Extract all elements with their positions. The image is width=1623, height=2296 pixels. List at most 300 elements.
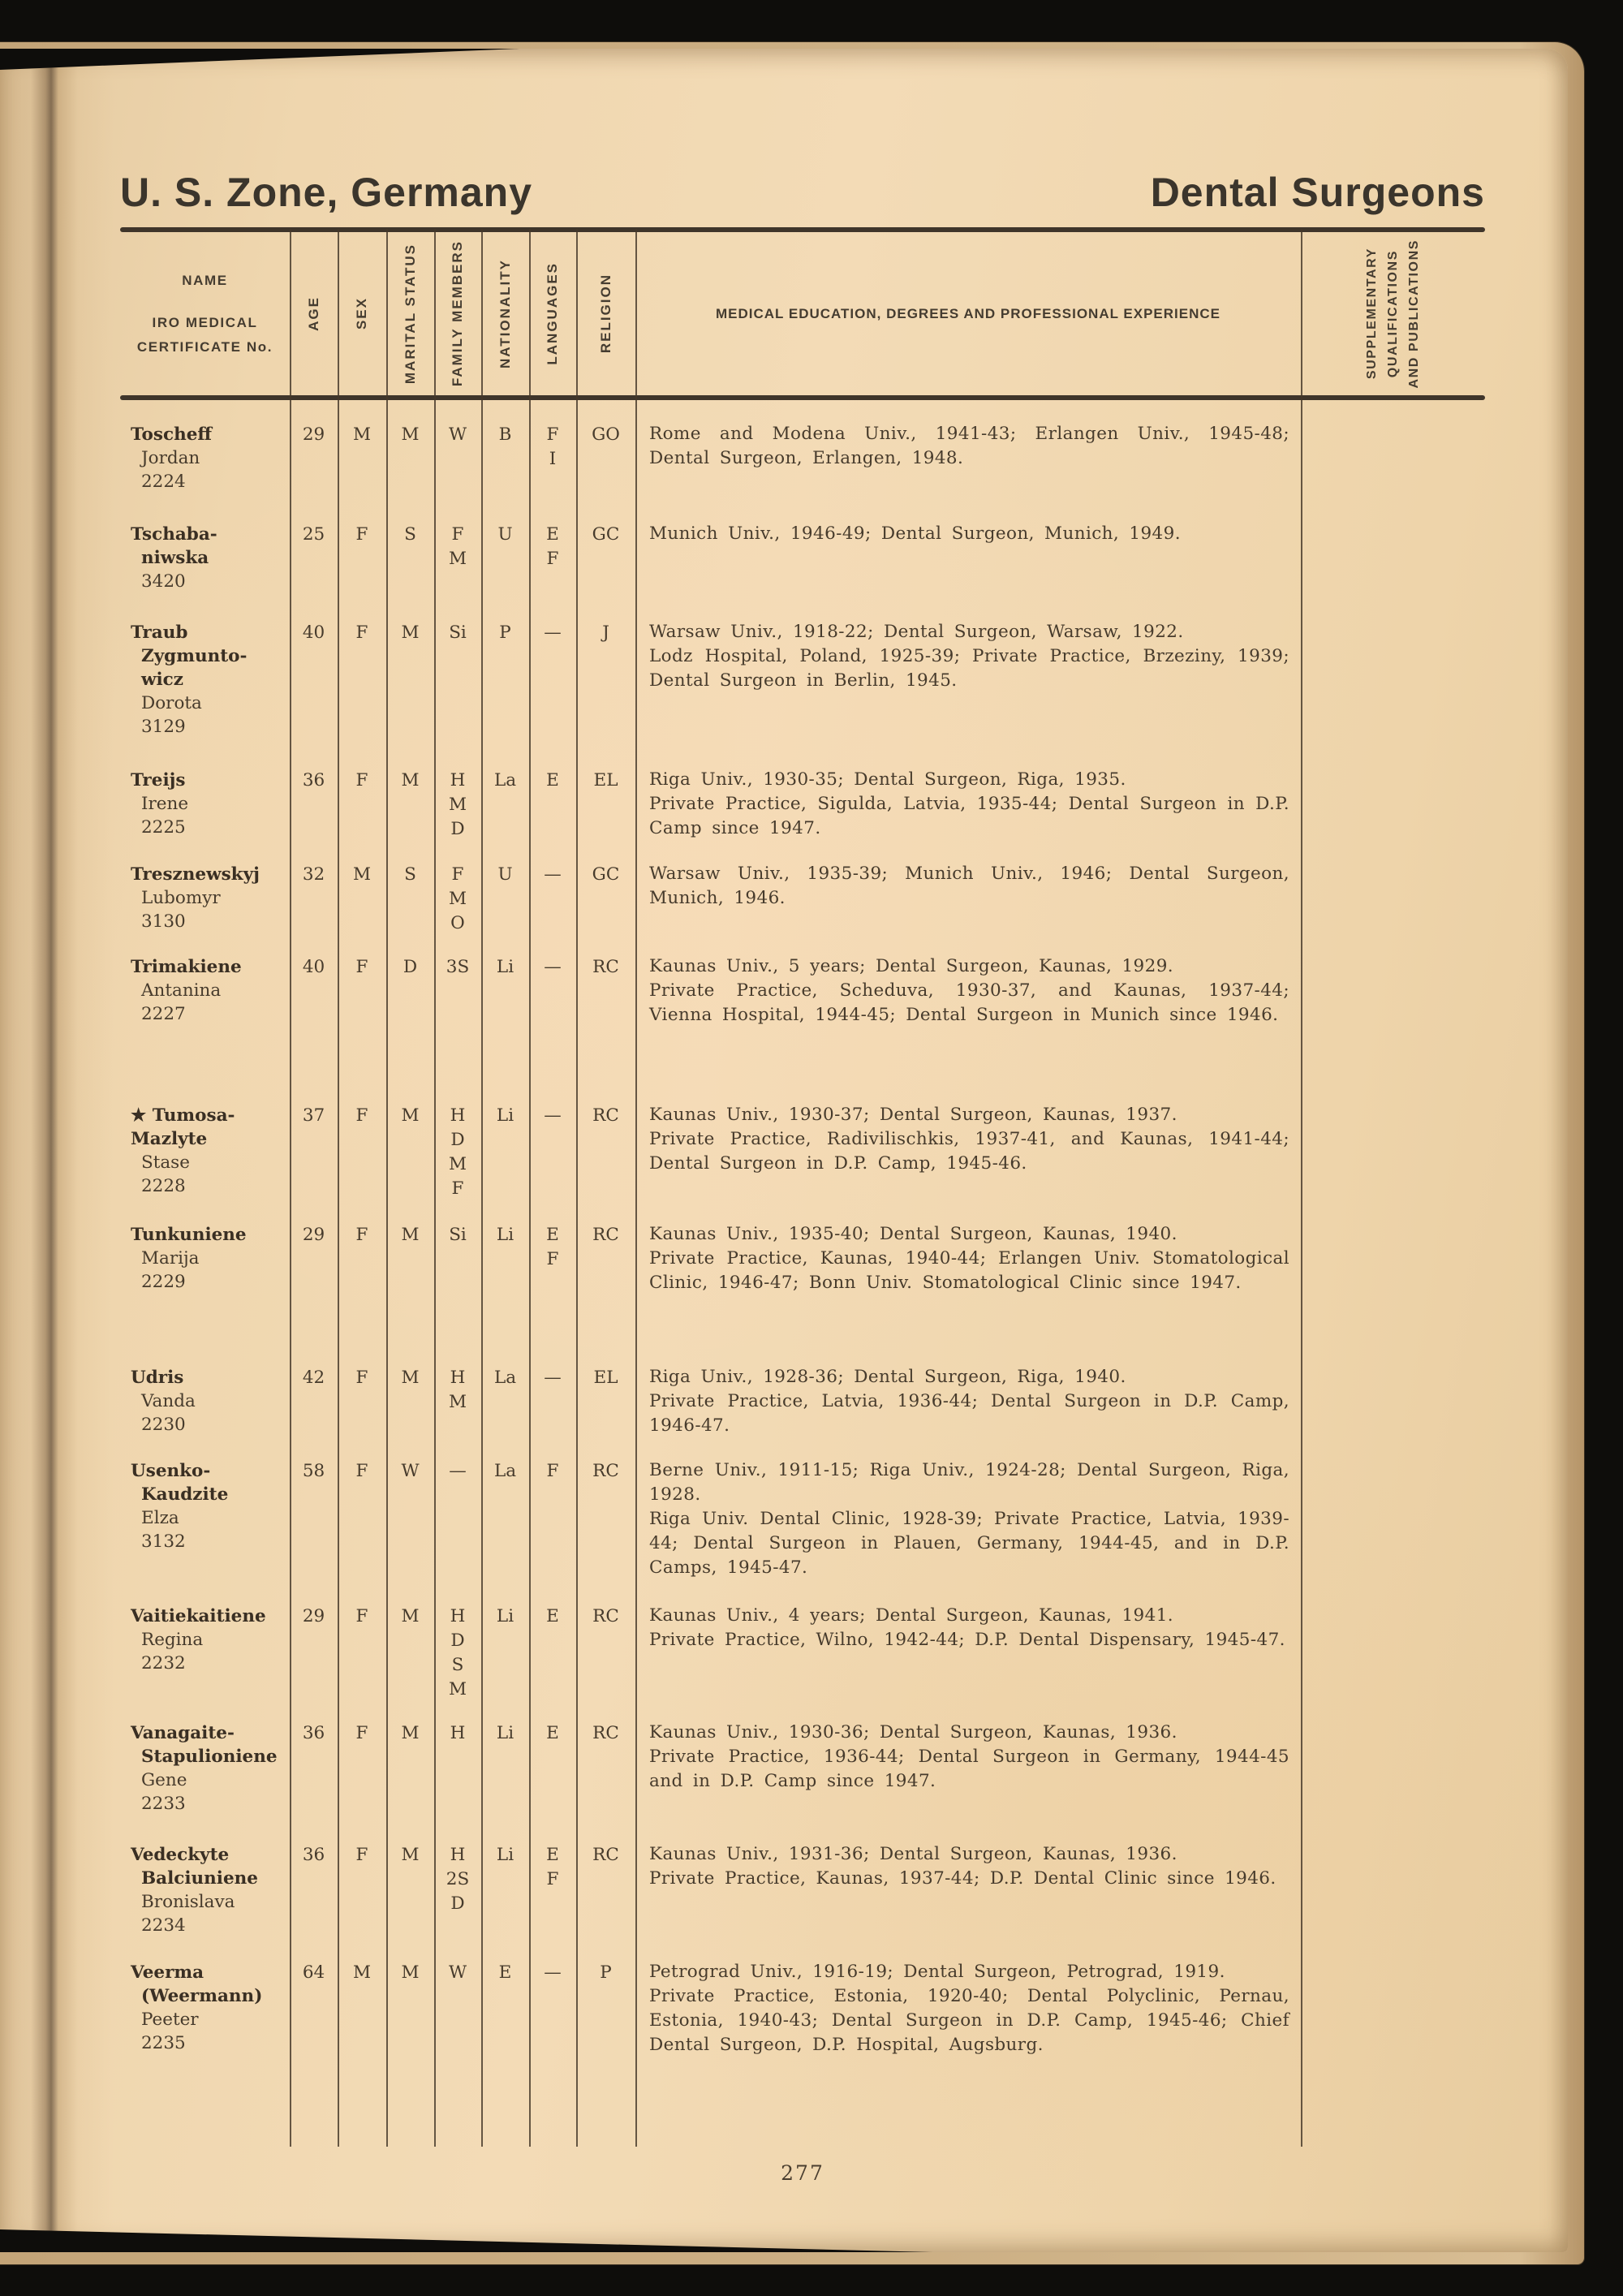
age-cell [290, 1960, 338, 1985]
nationality-cell-line: Li [496, 1105, 514, 1126]
sex-cell [338, 522, 386, 547]
family-members-cell-line: F [451, 864, 464, 885]
languages-cell [529, 1842, 576, 1892]
religion-cell [576, 1103, 635, 1128]
family-members-cell [434, 422, 481, 447]
name-line: Elza [141, 1508, 179, 1528]
name-line: Udris [131, 1368, 184, 1388]
nationality-cell-line: Li [496, 1225, 514, 1245]
languages-cell [529, 1458, 576, 1484]
education-cell [635, 620, 1301, 693]
name-line: Jordan [141, 448, 200, 468]
nationality-cell [481, 1103, 529, 1128]
religion-cell-line: RC [592, 1723, 619, 1743]
name-cell [120, 1842, 290, 1937]
sex-cell-line: F [355, 1105, 368, 1126]
family-members-cell-line: W [448, 424, 467, 445]
column-header-nationality: NATIONALITY [497, 258, 513, 368]
sex-cell-line: F [355, 1225, 368, 1245]
name-line: Antanina [141, 980, 222, 1001]
marital-status-cell [386, 522, 434, 547]
family-members-cell-line: D [450, 819, 465, 839]
name-line: Toscheff [131, 424, 213, 445]
name-line: Marija [141, 1248, 200, 1269]
name-line: wicz [141, 670, 183, 690]
name-line: Treijs [131, 770, 186, 790]
languages-cell-line: E [546, 1225, 559, 1245]
age-cell [290, 862, 338, 887]
family-members-cell-line: H [450, 1105, 466, 1126]
name-line: Regina [141, 1630, 204, 1650]
family-members-cell-line: M [448, 889, 467, 909]
languages-cell-line: E [546, 524, 559, 545]
table-row [120, 1721, 1485, 1842]
page-bottom-edge-shadow [0, 2229, 933, 2252]
nationality-cell-line: E [498, 1962, 512, 1983]
education-paragraph: Private Practice, Kaunas, 1937-44; D.P. Dental Clinic since 1946. [649, 1868, 1276, 1889]
supplementary-cell [1301, 1960, 1485, 1961]
supplementary-cell [1301, 522, 1485, 523]
family-members-cell [434, 1604, 481, 1702]
family-members-cell [434, 768, 481, 842]
education-cell [635, 1103, 1301, 1176]
nationality-cell-line: Li [496, 1723, 514, 1743]
marital-status-cell-line: M [401, 1105, 420, 1126]
marital-status-cell-line: M [401, 1845, 420, 1865]
supplementary-cell [1301, 620, 1485, 621]
family-members-cell [434, 522, 481, 571]
nationality-cell [481, 1960, 529, 1985]
family-members-cell-line: D [450, 1893, 465, 1914]
name-line: 3129 [141, 717, 186, 737]
page-header [120, 169, 1485, 216]
name-line: Tresznewskyj [131, 864, 260, 885]
sex-cell-line: F [355, 524, 368, 545]
education-paragraph: Private Practice, Scheduva, 1930-37, and Kaunas, 1937-44; Vienna Hospital, 1944-45; Dental Surgeon in Munich since 1946. [649, 980, 1289, 1025]
nationality-cell [481, 1604, 529, 1629]
name-line: 2228 [141, 1176, 186, 1196]
languages-cell-line: F [546, 1869, 559, 1889]
page-number: 277 [781, 2161, 824, 2185]
family-members-cell-line: H [450, 1723, 466, 1743]
nationality-cell-line: Li [496, 1845, 514, 1865]
religion-cell [576, 1842, 635, 1867]
religion-cell-line: GC [592, 864, 620, 885]
age-cell-line: 25 [302, 524, 325, 545]
family-members-cell-line: H [450, 1368, 466, 1388]
religion-cell [576, 1222, 635, 1247]
nationality-cell [481, 1458, 529, 1484]
age-cell-line: 42 [302, 1368, 325, 1388]
name-line: Stapulioniene [141, 1747, 278, 1767]
religion-cell-line: RC [592, 957, 619, 977]
sex-cell [338, 862, 386, 887]
page-top-edge-shadow [0, 49, 519, 70]
column-header-marital-status: MARITAL STATUS [402, 243, 418, 385]
marital-status-cell [386, 620, 434, 645]
languages-cell [529, 1960, 576, 1985]
name-line: 2235 [141, 2033, 186, 2053]
name-cell [120, 1458, 290, 1553]
languages-cell-line: E [546, 1845, 559, 1865]
table-row [120, 1604, 1485, 1721]
education-paragraph: Kaunas Univ., 1930-36; Dental Surgeon, Kaunas, 1936. [649, 1722, 1177, 1742]
family-members-cell [434, 954, 481, 980]
nationality-cell [481, 862, 529, 887]
name-cell [120, 422, 290, 493]
name-line: 2224 [141, 472, 186, 492]
sex-cell [338, 1721, 386, 1746]
age-cell [290, 1721, 338, 1746]
family-members-cell-line: — [449, 1461, 467, 1481]
age-cell-line: 64 [302, 1962, 325, 1983]
education-cell [635, 1960, 1301, 2057]
column-header-family-members: FAMILY MEMBERS [450, 240, 465, 387]
sex-cell-line: F [355, 1461, 368, 1481]
languages-cell-line: F [546, 1461, 559, 1481]
education-cell [635, 1842, 1301, 1891]
family-members-cell-line: M [448, 1392, 467, 1412]
nationality-cell-line: La [493, 1368, 517, 1388]
education-cell [635, 1604, 1301, 1652]
languages-cell [529, 768, 576, 793]
education-cell [635, 1222, 1301, 1295]
religion-cell [576, 522, 635, 547]
name-line: Lubomyr [141, 888, 221, 908]
name-line: 2225 [141, 817, 186, 838]
nationality-cell-line: La [493, 770, 517, 790]
marital-status-cell-line: M [401, 770, 420, 790]
marital-status-cell-line: M [401, 1962, 420, 1983]
education-paragraph: Riga Univ. Dental Clinic, 1928-39; Private Practice, Latvia, 1939-44; Dental Surgeon in Plauen, Germany, 1944-45, and in D.P. Camps, 1945-47. [649, 1509, 1289, 1578]
education-paragraph: Riga Univ., 1930-35; Dental Surgeon, Riga, 1935. [649, 769, 1126, 790]
sex-cell-line: F [355, 1368, 368, 1388]
languages-cell [529, 862, 576, 887]
table-row [120, 1842, 1485, 1960]
age-cell-line: 36 [302, 1723, 325, 1743]
languages-cell-line: — [544, 957, 562, 977]
nationality-cell-line: Li [496, 1606, 514, 1626]
family-members-cell-line: S [451, 1655, 464, 1675]
table-row [120, 522, 1485, 620]
age-cell-line: 29 [302, 424, 325, 445]
column-header-education: MEDICAL EDUCATION, DEGREES AND PROFESSIONAL EXPERIENCE [716, 305, 1220, 321]
sex-cell [338, 422, 386, 447]
age-cell-line: 58 [302, 1461, 325, 1481]
book-page [0, 49, 1568, 2252]
education-cell [635, 954, 1301, 1027]
name-line: Irene [141, 794, 189, 814]
languages-cell-line: F [546, 424, 559, 445]
name-cell [120, 1222, 290, 1294]
education-paragraph: Petrograd Univ., 1916-19; Dental Surgeon, Petrograd, 1919. [649, 1962, 1225, 1982]
sex-cell [338, 620, 386, 645]
supplementary-cell [1301, 1222, 1485, 1223]
name-line: Vedeckyte [131, 1845, 230, 1865]
family-members-cell [434, 862, 481, 936]
languages-cell-line: I [549, 449, 557, 469]
column-header-supplementary: SUPPLEMENTARY QUALIFICATIONS AND PUBLICATIONS [1364, 239, 1421, 389]
religion-cell [576, 422, 635, 447]
page-gutter-shadow [0, 49, 114, 2252]
name-line: Kaudzite [141, 1484, 229, 1505]
family-members-cell-line: D [450, 1630, 465, 1651]
family-members-cell-line: H [450, 1845, 466, 1865]
education-paragraph: Warsaw Univ., 1935-39; Munich Univ., 1946; Dental Surgeon, Munich, 1946. [649, 864, 1289, 908]
family-members-cell-line: Si [449, 1225, 467, 1245]
religion-cell [576, 768, 635, 793]
religion-cell-line: EL [593, 1368, 618, 1388]
name-line: Vanda [141, 1391, 196, 1411]
education-cell [635, 1365, 1301, 1438]
religion-cell-line: RC [592, 1225, 619, 1245]
languages-cell [529, 1222, 576, 1272]
name-line: Vaitiekaitiene [131, 1606, 266, 1626]
sex-cell-line: M [352, 1962, 371, 1983]
education-cell [635, 422, 1301, 471]
name-cell [120, 522, 290, 593]
family-members-cell-line: 3S [446, 957, 470, 977]
marital-status-cell-line: M [401, 622, 420, 643]
languages-cell [529, 522, 576, 571]
religion-cell-line: RC [592, 1105, 619, 1126]
languages-cell [529, 620, 576, 645]
supplementary-cell [1301, 862, 1485, 863]
name-line: 2230 [141, 1415, 186, 1435]
sex-cell-line: F [355, 1845, 368, 1865]
education-paragraph: Private Practice, Wilno, 1942-44; D.P. Dental Dispensary, 1945-47. [649, 1630, 1285, 1650]
education-paragraph: Kaunas Univ., 1931-36; Dental Surgeon, Kaunas, 1936. [649, 1844, 1177, 1864]
languages-cell-line: F [546, 1249, 559, 1269]
religion-cell-line: J [602, 622, 609, 643]
marital-status-cell [386, 862, 434, 887]
table-row [120, 620, 1485, 768]
age-cell-line: 40 [302, 622, 325, 643]
languages-cell-line: E [546, 770, 559, 790]
sex-cell [338, 1103, 386, 1128]
family-members-cell [434, 1721, 481, 1746]
family-members-cell-line: 2S [446, 1869, 470, 1889]
marital-status-cell-line: S [404, 524, 416, 545]
languages-cell-line: — [544, 864, 562, 885]
education-paragraph: Private Practice, Sigulda, Latvia, 1935-44; Dental Surgeon in D.P. Camp since 1947. [649, 794, 1289, 838]
supplementary-cell [1301, 1458, 1485, 1459]
name-line: Dorota [141, 693, 202, 713]
table-row [120, 1458, 1485, 1604]
name-line: Zygmunto- [141, 646, 248, 666]
supplementary-cell [1301, 1842, 1485, 1843]
sex-cell [338, 1222, 386, 1247]
family-members-cell-line: M [448, 795, 467, 815]
sex-cell [338, 1458, 386, 1484]
marital-status-cell [386, 1842, 434, 1867]
sex-cell [338, 954, 386, 980]
name-line: 3132 [141, 1531, 186, 1552]
name-line: Traub [131, 622, 188, 643]
sex-cell-line: F [355, 1606, 368, 1626]
religion-cell [576, 1604, 635, 1629]
languages-cell-line: — [544, 1368, 562, 1388]
family-members-cell-line: O [450, 913, 465, 933]
family-members-cell [434, 1842, 481, 1916]
sex-cell-line: M [352, 864, 371, 885]
name-line: Mazlyte [131, 1129, 208, 1149]
sex-cell [338, 1604, 386, 1629]
family-members-cell [434, 1365, 481, 1415]
education-cell [635, 862, 1301, 911]
education-paragraph: Private Practice, Estonia, 1920-40; Dental Polyclinic, Pernau, Estonia, 1940-43; Dental Surgeon in D.P. Camp, 1945-46; Chief Dental Surgeon, D.P. Hospital, Augsburg. [649, 1986, 1289, 2055]
nationality-cell-line: Li [496, 957, 514, 977]
religion-cell [576, 1365, 635, 1390]
languages-cell-line: F [546, 549, 559, 569]
languages-cell [529, 1103, 576, 1128]
age-cell [290, 768, 338, 793]
religion-cell-line: EL [593, 770, 618, 790]
religion-cell-line: RC [592, 1461, 619, 1481]
supplementary-cell [1301, 1103, 1485, 1104]
age-cell-line: 29 [302, 1225, 325, 1245]
name-line: 2234 [141, 1915, 186, 1936]
religion-cell [576, 1458, 635, 1484]
marital-status-cell-line: D [403, 957, 418, 977]
age-cell [290, 620, 338, 645]
table-body [120, 422, 1485, 2145]
education-paragraph: Berne Univ., 1911-15; Riga Univ., 1924-28; Dental Surgeon, Riga, 1928. [649, 1460, 1289, 1505]
age-cell [290, 1222, 338, 1247]
education-cell [635, 768, 1301, 841]
column-header-languages: LANGUAGES [545, 262, 560, 365]
marital-status-cell [386, 1960, 434, 1985]
sex-cell-line: F [355, 957, 368, 977]
name-line: 3130 [141, 911, 186, 932]
religion-cell [576, 1960, 635, 1985]
languages-cell-line: — [544, 622, 562, 643]
age-cell-line: 37 [302, 1105, 325, 1126]
age-cell [290, 1842, 338, 1867]
nationality-cell-line: U [497, 864, 513, 885]
education-paragraph: Kaunas Univ., 4 years; Dental Surgeon, Kaunas, 1941. [649, 1605, 1174, 1626]
education-paragraph: Rome and Modena Univ., 1941-43; Erlangen Univ., 1945-48; Dental Surgeon, Erlangen, 1948. [649, 424, 1289, 468]
education-paragraph: Private Practice, Latvia, 1936-44; Dental Surgeon in D.P. Camp, 1946-47. [649, 1391, 1289, 1436]
education-paragraph: Private Practice, Radivilischkis, 1937-41, and Kaunas, 1941-44; Dental Surgeon in D.P. Camp, 1945-46. [649, 1129, 1289, 1174]
name-cell [120, 954, 290, 1026]
age-cell [290, 522, 338, 547]
marital-status-cell [386, 422, 434, 447]
marital-status-cell [386, 768, 434, 793]
age-cell-line: 36 [302, 770, 325, 790]
nationality-cell-line: La [493, 1461, 517, 1481]
marital-status-cell-line: M [401, 1368, 420, 1388]
religion-cell [576, 862, 635, 887]
age-cell [290, 1365, 338, 1390]
languages-cell [529, 954, 576, 980]
education-cell [635, 522, 1301, 546]
family-members-cell-line: W [448, 1962, 467, 1983]
education-paragraph: Lodz Hospital, Poland, 1925-39; Private Practice, Brzeziny, 1939; Dental Surgeon in Berlin, 1945. [649, 646, 1289, 691]
marital-status-cell [386, 1604, 434, 1629]
table-row [120, 954, 1485, 1103]
name-line: Bronislava [141, 1892, 235, 1912]
age-cell [290, 1458, 338, 1484]
name-line: Tunkuniene [131, 1225, 247, 1245]
family-members-cell-line: F [451, 524, 464, 545]
name-cell [120, 768, 290, 839]
page-title-right: Dental Surgeons [1150, 170, 1485, 215]
education-paragraph: Kaunas Univ., 5 years; Dental Surgeon, Kaunas, 1929. [649, 956, 1174, 976]
languages-cell [529, 1604, 576, 1629]
column-header-age: AGE [305, 296, 321, 331]
nationality-cell-line: B [498, 424, 512, 445]
name-line: Gene [141, 1770, 187, 1790]
name-line: 2233 [141, 1794, 186, 1814]
family-members-cell-line: M [448, 1154, 467, 1174]
nationality-cell [481, 768, 529, 793]
religion-cell-line: RC [592, 1845, 619, 1865]
name-line: 3420 [141, 571, 186, 592]
languages-cell-line: — [544, 1962, 562, 1983]
column-header-sex: SEX [354, 297, 369, 330]
family-members-cell-line: H [450, 770, 466, 790]
sex-cell-line: F [355, 770, 368, 790]
marital-status-cell-line: W [401, 1461, 420, 1481]
nationality-cell [481, 422, 529, 447]
languages-cell [529, 1365, 576, 1390]
table-row [120, 1222, 1485, 1365]
family-members-cell [434, 1960, 481, 1985]
languages-cell [529, 422, 576, 472]
languages-cell-line: — [544, 1105, 562, 1126]
supplementary-cell [1301, 954, 1485, 955]
religion-cell-line: P [600, 1962, 612, 1983]
name-line: Balciuniene [141, 1868, 258, 1889]
religion-cell [576, 1721, 635, 1746]
education-paragraph: Warsaw Univ., 1918-22; Dental Surgeon, Warsaw, 1922. [649, 622, 1184, 642]
family-members-cell [434, 1103, 481, 1201]
nationality-cell [481, 522, 529, 547]
name-cell [120, 1103, 290, 1198]
marital-status-cell [386, 1222, 434, 1247]
education-paragraph: Private Practice, Kaunas, 1940-44; Erlangen Univ. Stomatological Clinic, 1946-47; Bonn Univ. Stomatological Clinic since 1947. [649, 1248, 1289, 1293]
religion-cell [576, 620, 635, 645]
nationality-cell [481, 1721, 529, 1746]
nationality-cell [481, 620, 529, 645]
table-row [120, 768, 1485, 862]
name-line: (Weermann) [141, 1986, 263, 2006]
name-cell [120, 1960, 290, 2055]
age-cell [290, 1604, 338, 1629]
marital-status-cell-line: M [401, 1225, 420, 1245]
family-members-cell-line: D [450, 1130, 465, 1150]
supplementary-cell [1301, 422, 1485, 423]
marital-status-cell-line: M [401, 424, 420, 445]
name-cell [120, 862, 290, 933]
religion-cell-line: GO [592, 424, 620, 445]
table-row [120, 862, 1485, 954]
age-cell [290, 954, 338, 980]
nationality-cell [481, 1842, 529, 1867]
sex-cell [338, 768, 386, 793]
name-line: niwska [141, 548, 209, 568]
name-line: Stase [141, 1152, 190, 1173]
name-line: 2232 [141, 1653, 186, 1674]
languages-cell-line: E [546, 1723, 559, 1743]
age-cell-line: 32 [302, 864, 325, 885]
name-line: Trimakiene [131, 957, 242, 977]
family-members-cell-line: H [450, 1606, 466, 1626]
name-cell [120, 1721, 290, 1816]
family-members-cell-line: Si [449, 622, 467, 643]
marital-status-cell-line: M [401, 1606, 420, 1626]
